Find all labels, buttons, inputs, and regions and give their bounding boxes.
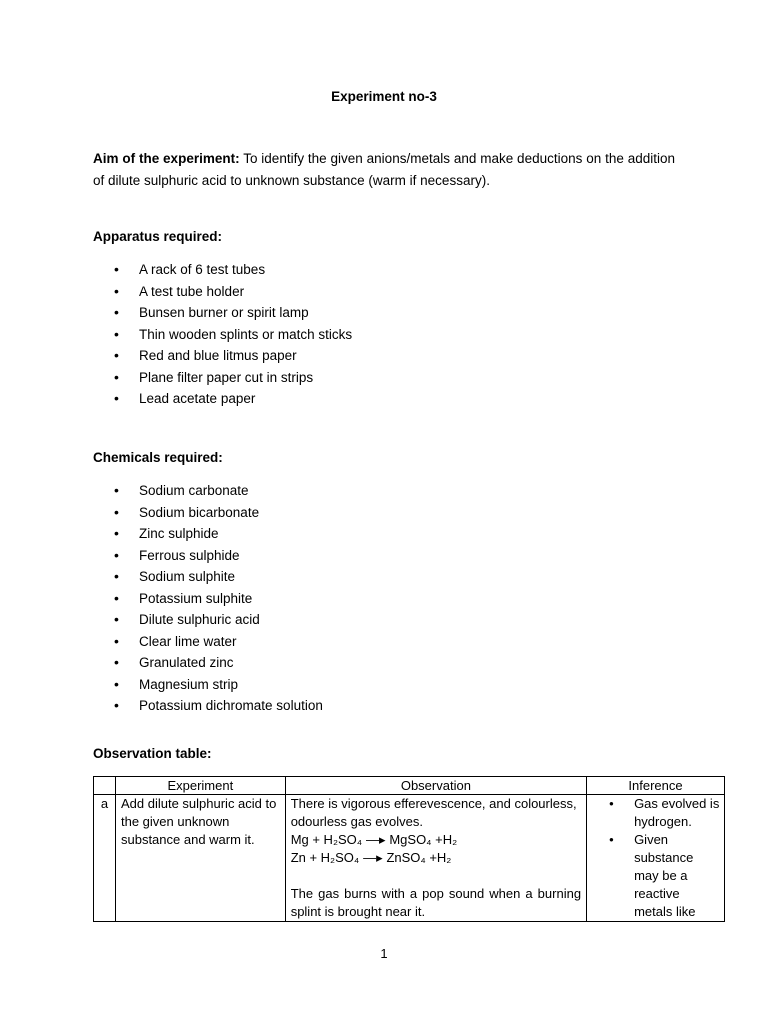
chemical-item: • Ferrous sulphide <box>93 545 323 567</box>
equation-lhs: Zn + H₂SO₄ <box>290 850 360 865</box>
aim-label: Aim of the experiment: <box>93 151 240 166</box>
chemical-item: • Magnesium strip <box>93 674 323 696</box>
page-title: Experiment no-3 <box>331 89 437 104</box>
inference-cell <box>587 795 725 922</box>
equation-lhs: Mg + H₂SO₄ <box>290 832 363 847</box>
apparatus-item: • A test tube holder <box>93 281 352 303</box>
header-experiment: Experiment <box>115 777 285 795</box>
equation-zinc <box>291 849 581 867</box>
page-number: 1 <box>380 946 388 961</box>
experiment-cell: Add dilute sulphuric acid to the given unknown substance and warm it. <box>115 795 285 922</box>
apparatus-item: • Thin wooden splints or match sticks <box>93 324 352 346</box>
chemical-item: • Granulated zinc <box>93 652 323 674</box>
chemicals-list <box>93 480 323 717</box>
observation-cell <box>285 795 586 922</box>
table-header-row <box>94 777 725 795</box>
aim-paragraph <box>93 148 675 192</box>
observation-heading: Observation table: <box>93 746 212 761</box>
observation-intro: There is vigorous efferevescence, and colourless, odourless gas evolves. <box>290 796 577 829</box>
header-sn <box>94 777 116 795</box>
chemical-item: • Potassium dichromate solution <box>93 695 323 717</box>
row-serial: a <box>94 795 116 922</box>
apparatus-item: • Bunsen burner or spirit lamp <box>93 302 352 324</box>
equation-rhs: MgSO₄ +H₂ <box>389 832 458 847</box>
aim-text: To identify the given anions/metals and make deductions on the addition of dilute sulphuric acid to unknown substance (warm if necessary). <box>93 151 675 188</box>
apparatus-item: • A rack of 6 test tubes <box>93 259 352 281</box>
inference-item: • Given substance may be a reactive metals like <box>587 831 720 921</box>
header-inference: Inference <box>587 777 725 795</box>
apparatus-heading: Apparatus required: <box>93 229 223 244</box>
apparatus-item: • Plane filter paper cut in strips <box>93 367 352 389</box>
equation-magnesium <box>291 831 581 849</box>
apparatus-item: • Red and blue litmus paper <box>93 345 352 367</box>
equation-rhs: ZnSO₄ +H₂ <box>386 850 452 865</box>
inference-list <box>587 795 720 921</box>
chemical-item: • Sodium sulphite <box>93 566 323 588</box>
chemical-item: • Dilute sulphuric acid <box>93 609 323 631</box>
table-row <box>94 795 725 922</box>
reaction-arrow-icon: —▸ <box>363 850 383 865</box>
chemical-item: • Clear lime water <box>93 631 323 653</box>
header-observation: Observation <box>285 777 586 795</box>
chemical-item: • Sodium carbonate <box>93 480 323 502</box>
observation-outro: The gas burns with a pop sound when a burning splint is brought near it. <box>290 886 582 919</box>
chemicals-heading: Chemicals required: <box>93 450 223 465</box>
reaction-arrow-icon: —▸ <box>365 832 386 847</box>
chemical-item: • Potassium sulphite <box>93 588 323 610</box>
apparatus-list <box>93 259 352 410</box>
apparatus-item: • Lead acetate paper <box>93 388 352 410</box>
inference-item: • Gas evolved is hydrogen. <box>587 795 720 831</box>
chemical-item: • Sodium bicarbonate <box>93 502 323 524</box>
chemical-item: • Zinc sulphide <box>93 523 323 545</box>
observation-table <box>93 776 725 922</box>
